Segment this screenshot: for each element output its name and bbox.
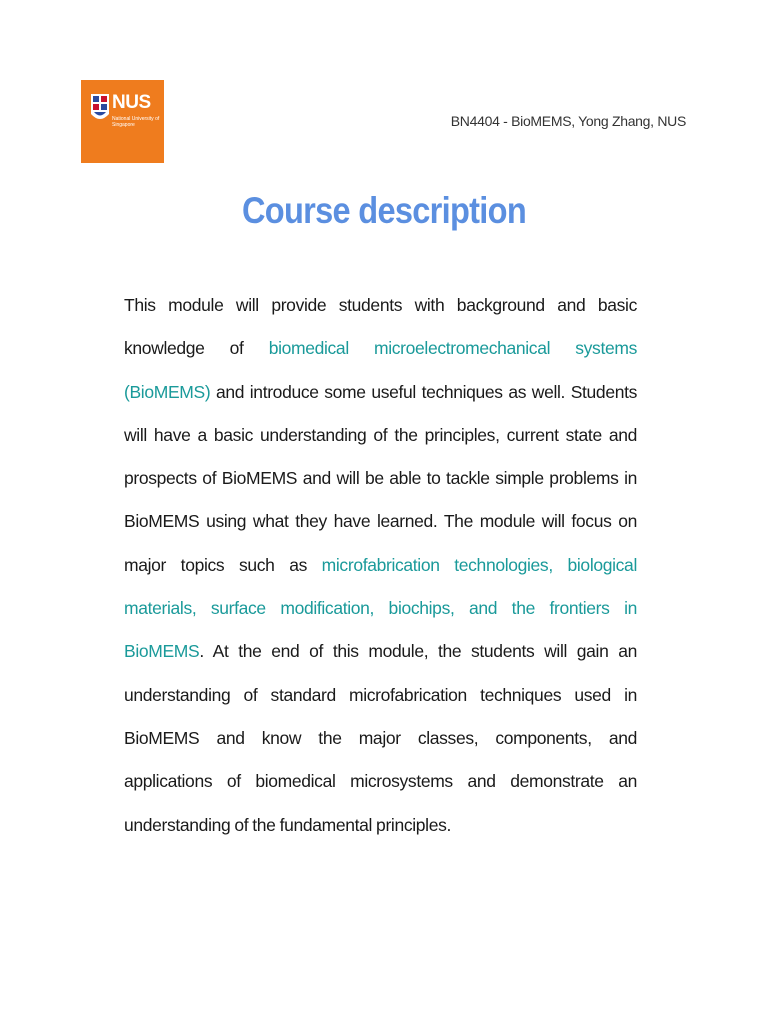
nus-logo <box>81 80 164 163</box>
body-text-segment: This module will provide students with background and basic knowledge of <box>124 295 637 359</box>
course-description-paragraph <box>124 284 637 847</box>
course-note: BN4404 - BioMEMS, Yong Zhang, NUS <box>450 113 686 129</box>
body-text-segment: . At the end of this module, the students will gain an understanding of standard microfabrication techniques used in BioMEMS and know the major classes, components, and applications of biomedical microsystems and demonstrate an understanding of the fundamental principles. <box>124 641 637 835</box>
page-title: Course description <box>241 190 527 231</box>
logo-full-name: National University of Singapore <box>112 116 160 128</box>
logo-abbreviation: NUS <box>112 92 151 113</box>
body-text-segment: and introduce some useful techniques as well. Students will have a basic understanding of the principles, current state and prospects of BioMEMS and will be able to tackle simple problems in BioMEMS using what they have learned. The module will focus on major topics such as <box>124 381 637 575</box>
highlighted-topics: microfabrication technologies, biological materials, surface modification, biochips, and the frontiers in BioMEMS <box>124 554 637 662</box>
highlighted-term: biomedical microelectromechanical systems (BioMEMS) <box>124 338 637 402</box>
